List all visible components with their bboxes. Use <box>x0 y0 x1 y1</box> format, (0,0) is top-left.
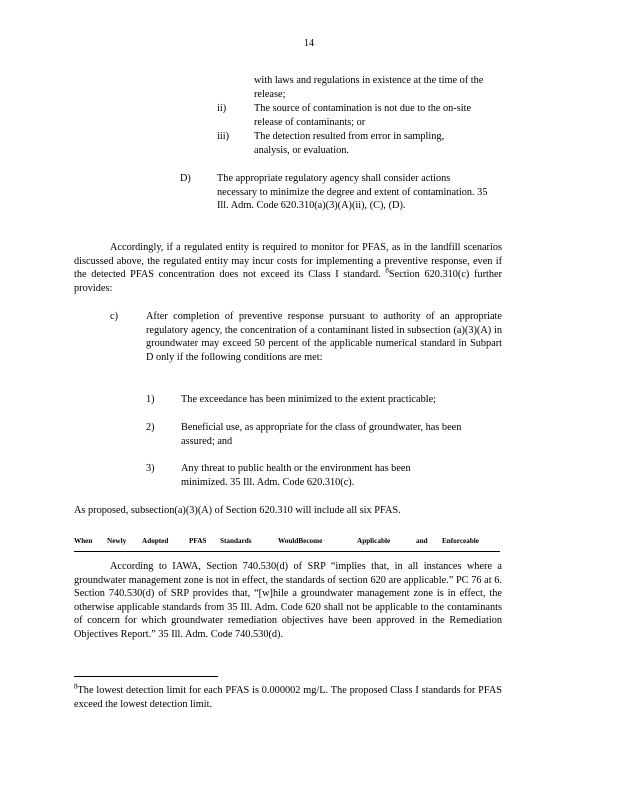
footnote-text: The lowest detection limit for each PFAS is 0.000002 mg/L. The proposed Class I standards for PFAS exceed the lowest detection limit. <box>74 685 502 710</box>
heading-word: and <box>416 537 428 545</box>
list-item-D: The appropriate regulatory agency shall consider actions necessary to minimize the degree and extent of contamination. 35 Ill. Adm. Code 620.310(a)(3)(A)(ii), (C), (D). <box>217 173 488 211</box>
quote-c-text: After completion of preventive response pursuant to authority of an appropriate regulatory agency, the concentration of a contaminant listed in subsection (a)(3)(A) in groundwater may exceed 50 percent of the applicable numerical standard in Subpart D only if the following conditions are met: <box>146 311 502 363</box>
quote-marker-c: c) <box>110 311 118 322</box>
paragraph-accordingly <box>74 241 502 295</box>
heading-word: When <box>74 537 93 545</box>
list-item-iii: The detection resulted from error in sampling, analysis, or evaluation. <box>254 131 445 156</box>
footnote <box>74 684 502 711</box>
heading-word: Newly <box>107 537 127 545</box>
list-item-continuation: with laws and regulations in existence at the time of the release; <box>254 75 484 100</box>
section-heading <box>74 535 500 552</box>
footnote-reference: 8 <box>385 266 389 275</box>
quote-item-1: The exceedance has been minimized to the extent practicable; <box>181 394 437 405</box>
footnote-divider <box>74 676 218 677</box>
list-marker-iii: iii) <box>217 131 230 142</box>
heading-word: WouldBecome <box>278 537 323 545</box>
paragraph-accordingly-text: Accordingly, if a regulated entity is required to monitor for PFAS, as in the landfill scenarios discussed above, the regulated entity may incur costs for implementing a preventive response, even if the detected PFAS concentration does not exceed its Class I standard. <box>74 242 502 280</box>
heading-word: Applicable <box>357 537 391 545</box>
paragraph-proposed: As proposed, subsection(a)(3)(A) of Section 620.310 will include all six PFAS. <box>74 505 401 516</box>
list-marker-ii: ii) <box>217 103 227 114</box>
page-number: 14 <box>303 38 315 49</box>
heading-word: PFAS <box>189 537 207 545</box>
quote-item-2: Beneficial use, as appropriate for the class of groundwater, has been assured; and <box>181 422 462 447</box>
heading-word: Enforceable <box>442 537 479 545</box>
quote-marker-3: 3) <box>146 463 155 474</box>
paragraph-accordingly-tail: Section 620.310(c) further provides: <box>74 269 503 294</box>
list-item-ii: The source of contamination is not due to the on-site release of contaminants; or <box>254 103 472 128</box>
heading-word: Adopted <box>142 537 169 545</box>
paragraph-iawa: According to IAWA, Section 740.530(d) of SRP “implies that, in all instances where a groundwater management zone is not in effect, the standards of section 620 are applicable.” PC 76 at 6. Section 740.530(d) of SRP provides that, “[w]hile a groundwater management zone is in effect, the otherwise applicable standards from 35 Ill. Adm. Code 620 shall not be applicable to the contaminants of concern for which groundwater remediation objectives have been approved in the Remediation Objectives Report.” 35 Ill. Adm. Code 740.530(d). <box>74 561 502 640</box>
list-marker-D: D) <box>180 173 191 184</box>
quote-marker-1: 1) <box>146 394 155 405</box>
footnote-marker: 8 <box>74 682 78 691</box>
quote-item-3: Any threat to public health or the environment has been minimized. 35 Ill. Adm. Code 620.310(c). <box>181 463 411 488</box>
quote-marker-2: 2) <box>146 422 155 433</box>
heading-word: Standards <box>220 537 252 545</box>
